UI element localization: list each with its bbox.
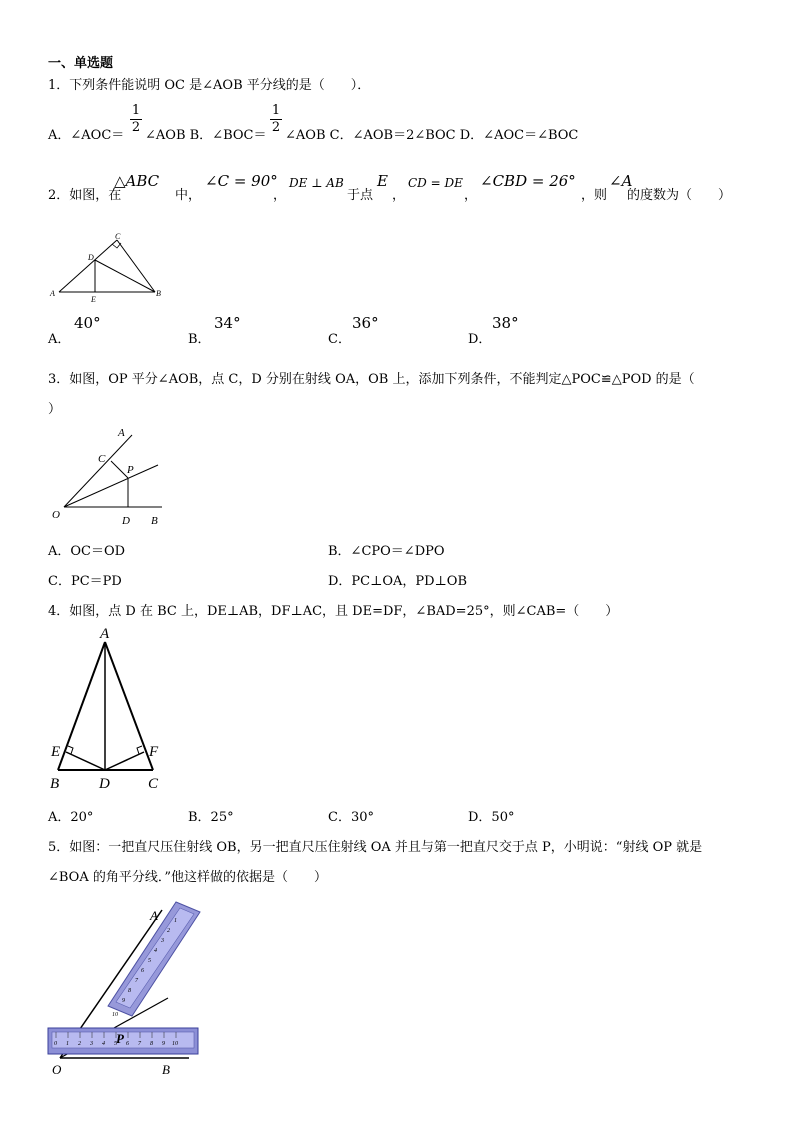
- ruler-d-tick-1: 1: [174, 918, 177, 924]
- q3-label-d: D: [122, 515, 130, 527]
- q4-stem: 4．如图，点 D 在 BC 上，DE⊥AB，DF⊥AC，且 DE=DF，∠BAD=25°，则∠CAB=（ ）: [48, 604, 619, 619]
- q2-option-a-letter: A．: [48, 332, 71, 347]
- q2-option-a-value: 40°: [74, 314, 101, 332]
- q2-math-angle-a: ∠A: [609, 172, 633, 190]
- ruler-d-tick-9: 9: [122, 998, 125, 1004]
- ruler-h-tick-4: 4: [102, 1041, 105, 1047]
- ruler-d-tick-6: 6: [141, 968, 144, 974]
- q3-stem-line-1: 3．如图，OP 平分∠AOB，点 C，D 分别在射线 OA，OB 上，添加下列条件，不能判定△POC≌△POD 的是（: [48, 372, 695, 387]
- q2-math-point-e: E: [377, 172, 388, 190]
- q5-stem-line-2: ∠BOA 的角平分线．”他这样做的依据是（ ）: [48, 870, 328, 885]
- q4-label-b: B: [50, 776, 60, 792]
- q5-label-a: A: [150, 908, 158, 923]
- q1-fraction-2-den: 2: [271, 120, 281, 135]
- q2-stem-part-8: 的度数为（ ）: [627, 188, 732, 203]
- q3-option-c: C．PC＝PD: [48, 574, 122, 589]
- ruler-d-tick-3: 3: [161, 938, 164, 944]
- q1-option-text-1: A．∠AOC＝: [48, 128, 125, 143]
- q1-option-text-2: ∠AOB B．∠BOC＝: [145, 128, 267, 143]
- q2-math-angle-cbd: ∠CBD = 26°: [480, 172, 576, 190]
- q1-stem: 1．下列条件能说明 OC 是∠AOB 平分线的是（ ）．: [48, 78, 371, 93]
- q2-label-a: A: [50, 289, 55, 298]
- q2-option-b-letter: B．: [188, 332, 211, 347]
- q4-label-a: A: [100, 626, 110, 642]
- section-title: 一、单选题: [48, 56, 114, 71]
- q2-math-perp: DE ⊥ AB: [289, 176, 344, 190]
- ruler-d-tick-2: 2: [167, 928, 170, 934]
- q5-label-o: O: [52, 1062, 62, 1077]
- ruler-h-tick-9: 9: [162, 1041, 165, 1047]
- q3-option-a: A．OC＝OD: [48, 544, 126, 559]
- q3-label-p: P: [127, 464, 134, 476]
- q3-stem-line-2: ）: [48, 402, 62, 417]
- q4-option-d: D．50°: [468, 810, 515, 825]
- q1-fraction-2: [270, 103, 282, 136]
- q2-stem-part-7: ，则: [581, 188, 608, 203]
- q2-stem-part-1: 2．如图，在: [48, 188, 122, 203]
- q3-angle-figure: [50, 425, 170, 530]
- ruler-h-tick-7: 7: [138, 1041, 141, 1047]
- q4-label-f: F: [149, 744, 159, 760]
- ruler-h-tick-6: 6: [126, 1041, 129, 1047]
- q3-label-a: A: [118, 427, 125, 439]
- ruler-h-tick-5: 5: [114, 1041, 117, 1047]
- ruler-d-tick-7: 7: [135, 978, 138, 984]
- q2-stem-part-2: 中，: [175, 188, 202, 203]
- q5-stem-line-1: 5．如图：一把直尺压住射线 OB，另一把直尺压住射线 OA 并且与第一把直尺交于点 P，小明说：“射线 OP 就是: [48, 840, 703, 855]
- q2-option-c-value: 36°: [352, 314, 379, 332]
- ruler-h-tick-2: 2: [78, 1041, 81, 1047]
- ruler-h-tick-10: 10: [172, 1041, 178, 1047]
- ruler-h-tick-8: 8: [150, 1041, 153, 1047]
- q2-stem-part-5: ，: [392, 188, 406, 203]
- q2-label-c: C: [115, 232, 121, 241]
- ruler-h-tick-3: 3: [90, 1041, 93, 1047]
- q4-label-c: C: [148, 776, 159, 792]
- q4-option-a: A．20°: [48, 810, 94, 825]
- q4-option-c: C．30°: [328, 810, 374, 825]
- q3-label-b: B: [151, 515, 158, 527]
- q1-fraction-1-den: 2: [131, 120, 141, 135]
- q5-label-b: B: [162, 1062, 170, 1077]
- ruler-h-tick-1: 1: [66, 1041, 69, 1047]
- q2-stem-part-6: ，: [464, 188, 478, 203]
- q2-option-d-letter: D．: [468, 332, 492, 347]
- q2-option-c-letter: C．: [328, 332, 351, 347]
- ruler-d-tick-4: 4: [154, 948, 157, 954]
- q5-rulers-figure: [44, 898, 214, 1078]
- q2-math-triangle: △ABC: [114, 172, 160, 190]
- q2-math-angle-c: ∠C = 90°: [205, 172, 278, 190]
- q2-label-b: B: [156, 289, 161, 298]
- q3-option-d: D．PC⊥OA，PD⊥OB: [328, 574, 467, 589]
- q3-label-c: C: [98, 453, 106, 465]
- q1-option-text-3: ∠AOB C．∠AOB＝2∠BOC D．∠AOC＝∠BOC: [285, 128, 579, 143]
- q3-option-b: B．∠CPO＝∠DPO: [328, 544, 445, 559]
- q2-math-cd-de: CD = DE: [408, 176, 463, 190]
- q2-triangle-figure: [50, 230, 180, 310]
- q4-option-b: B．25°: [188, 810, 234, 825]
- q2-option-d-value: 38°: [492, 314, 519, 332]
- q2-stem-part-4: 于点: [347, 188, 374, 203]
- q1-fraction-1-num: 1: [131, 103, 141, 118]
- q4-triangle-figure: [44, 622, 174, 792]
- q2-label-d: D: [88, 253, 94, 262]
- ruler-d-tick-5: 5: [148, 958, 151, 964]
- ruler-h-tick-0: 0: [54, 1041, 57, 1047]
- q2-label-e: E: [91, 295, 96, 304]
- q1-fraction-1: [130, 103, 142, 136]
- ruler-d-tick-8: 8: [128, 988, 131, 994]
- q2-stem-part-3: ，: [273, 188, 287, 203]
- ruler-d-tick-10: 10: [112, 1012, 118, 1018]
- q5-label-p: P: [116, 1031, 124, 1046]
- q4-label-d: D: [99, 776, 110, 792]
- q1-fraction-2-num: 1: [271, 103, 281, 118]
- q3-label-o: O: [52, 509, 60, 521]
- q2-option-b-value: 34°: [214, 314, 241, 332]
- q4-label-e: E: [51, 744, 61, 760]
